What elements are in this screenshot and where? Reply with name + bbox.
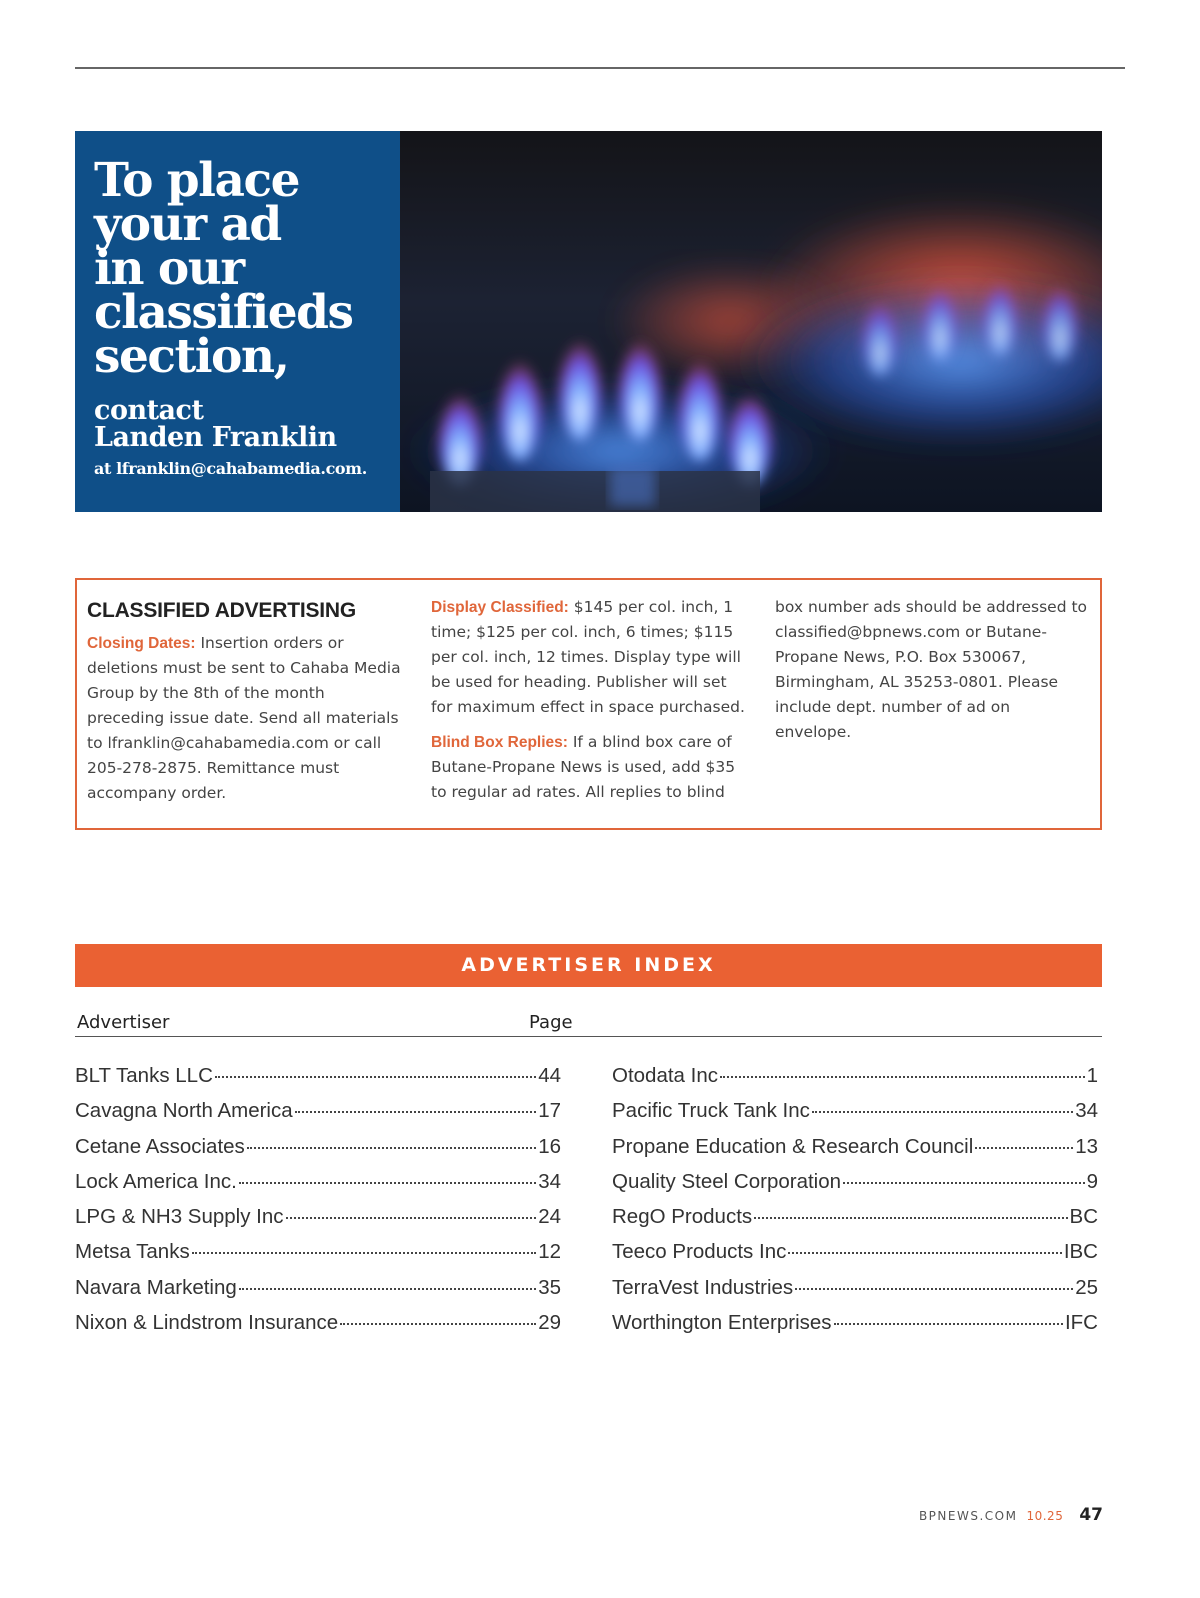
dot-leader: [795, 1288, 1073, 1290]
advertiser-page: IBC: [1063, 1240, 1098, 1264]
dot-leader: [834, 1323, 1063, 1325]
advertiser-page: 34: [538, 1169, 561, 1193]
dot-leader: [286, 1217, 537, 1219]
advertiser-index-header: ADVERTISER INDEX: [75, 944, 1102, 987]
classified-col-2: [431, 595, 746, 815]
advertiser-row: [612, 1311, 1098, 1346]
advertiser-list-left: [75, 1064, 561, 1346]
advertiser-name: Propane Education & Research Council: [612, 1134, 974, 1158]
footer-site: BPNEWS.COM: [918, 1509, 1018, 1523]
dot-leader: [788, 1252, 1061, 1254]
blind-box-continued: box number ads should be addressed to classified@bpnews.com or Butane-Propane News, P.O. Box 530067, Birmingham, AL 35253-0801. Please include dept. number of ad on envelope.: [775, 598, 1088, 741]
advertiser-name: Quality Steel Corporation: [612, 1169, 842, 1193]
display-classified-label: Display Classified:: [431, 599, 569, 616]
advertiser-page: 24: [538, 1205, 561, 1229]
advertiser-page: 1: [1086, 1064, 1098, 1087]
ad-email: at lfranklin@cahabamedia.com.: [94, 459, 367, 478]
advertiser-name: Pacific Truck Tank Inc: [612, 1099, 810, 1123]
advertiser-name: LPG & NH3 Supply Inc: [75, 1205, 284, 1229]
advertiser-row: [612, 1276, 1098, 1311]
classified-col-1: [87, 598, 403, 816]
blind-box-paragraph: [431, 730, 746, 805]
advertiser-row: [612, 1205, 1098, 1240]
advertiser-page: 16: [538, 1134, 561, 1158]
dot-leader: [340, 1323, 536, 1325]
advertiser-name: TerraVest Industries: [612, 1275, 794, 1299]
advertiser-page: 13: [1075, 1134, 1098, 1158]
advertiser-name: Lock America Inc.: [75, 1169, 237, 1193]
display-classified-paragraph: [431, 595, 746, 720]
advertiser-name: Teeco Products Inc: [612, 1240, 787, 1264]
classified-col-3: [775, 595, 1090, 755]
advertiser-page: BC: [1069, 1205, 1098, 1229]
advertiser-page: 44: [538, 1064, 561, 1087]
advertiser-row: [75, 1276, 561, 1311]
advertiser-page: 9: [1086, 1169, 1098, 1193]
advertiser-name: Cavagna North America: [75, 1099, 293, 1123]
advertiser-page: 29: [538, 1311, 561, 1335]
advertiser-name: Otodata Inc: [612, 1064, 718, 1087]
top-rule: [75, 67, 1125, 69]
advertiser-row: [75, 1135, 561, 1170]
advertiser-page: 34: [1075, 1099, 1098, 1123]
advertiser-name: Metsa Tanks: [75, 1240, 190, 1264]
advertiser-name: RegO Products: [612, 1205, 753, 1229]
dot-leader: [812, 1111, 1073, 1113]
advertiser-row: [75, 1311, 561, 1346]
closing-dates-label: Closing Dates:: [87, 635, 196, 652]
classified-advertising-box: [75, 578, 1102, 830]
dot-leader: [975, 1147, 1073, 1149]
advertiser-list-right: [612, 1064, 1098, 1346]
advertiser-row: [75, 1099, 561, 1134]
blind-box-text: If a blind box care of Butane-Propane News is used, add $35 to regular ad rates. All replies to blind: [431, 733, 736, 801]
advertiser-page: IFC: [1064, 1311, 1098, 1335]
ad-contact-name: contact Landen Franklin: [94, 395, 337, 453]
classified-title: CLASSIFIED ADVERTISING: [87, 599, 357, 622]
advertiser-page: 35: [538, 1275, 561, 1299]
blind-box-label: Blind Box Replies:: [431, 734, 568, 751]
dot-leader: [239, 1182, 536, 1184]
classifieds-ad-banner: [75, 131, 1102, 512]
advertiser-row: [612, 1135, 1098, 1170]
dot-leader: [247, 1147, 536, 1149]
advertiser-row: [612, 1099, 1098, 1134]
dot-leader: [843, 1182, 1085, 1184]
dot-leader: [215, 1076, 536, 1078]
advertiser-name: Navara Marketing: [75, 1275, 237, 1299]
dot-leader: [295, 1111, 537, 1113]
advertiser-row: [75, 1064, 561, 1099]
closing-dates-text: Insertion orders or deletions must be sent to Cahaba Media Group by the 8th of the month preceding issue date. Send all materials to lfranklin@cahabamedia.com or call 205-278-2875. Remittance must accompany order.: [87, 634, 401, 802]
footer-issue: 10.25: [1026, 1509, 1064, 1523]
dot-leader: [239, 1288, 536, 1290]
display-classified-text: $145 per col. inch, 1 time; $125 per col. inch, 6 times; $115 per col. inch, 12 times. Display type will be used for heading. Publisher will set for maximum effect in space purchased.: [431, 598, 745, 716]
advertiser-page: 17: [538, 1099, 561, 1123]
advertiser-row: [75, 1240, 561, 1275]
advertiser-name: Worthington Enterprises: [612, 1311, 832, 1335]
dot-leader: [192, 1252, 536, 1254]
advertiser-page: 25: [1075, 1275, 1098, 1299]
header-rule: [75, 1036, 1102, 1037]
closing-dates-paragraph: [87, 631, 403, 806]
advertiser-row: [612, 1240, 1098, 1275]
dot-leader: [720, 1076, 1085, 1078]
advertiser-column-header: Advertiser: [77, 1012, 170, 1033]
ad-text-panel: [75, 131, 400, 512]
page-number: 47: [1079, 1505, 1103, 1525]
dot-leader: [754, 1217, 1067, 1219]
gas-burner-flame-photo: [400, 131, 1102, 512]
ad-headline: To place your ad in our classifieds section,: [94, 153, 353, 384]
advertiser-page: 12: [538, 1240, 561, 1264]
page-footer: [919, 1505, 1103, 1525]
page-column-header: Page: [529, 1012, 573, 1033]
advertiser-name: Nixon & Lindstrom Insurance: [75, 1311, 339, 1335]
advertiser-name: Cetane Associates: [75, 1134, 245, 1158]
advertiser-row: [612, 1064, 1098, 1099]
advertiser-row: [75, 1205, 561, 1240]
advertiser-row: [612, 1170, 1098, 1205]
advertiser-name: BLT Tanks LLC: [75, 1064, 213, 1087]
advertiser-row: [75, 1170, 561, 1205]
